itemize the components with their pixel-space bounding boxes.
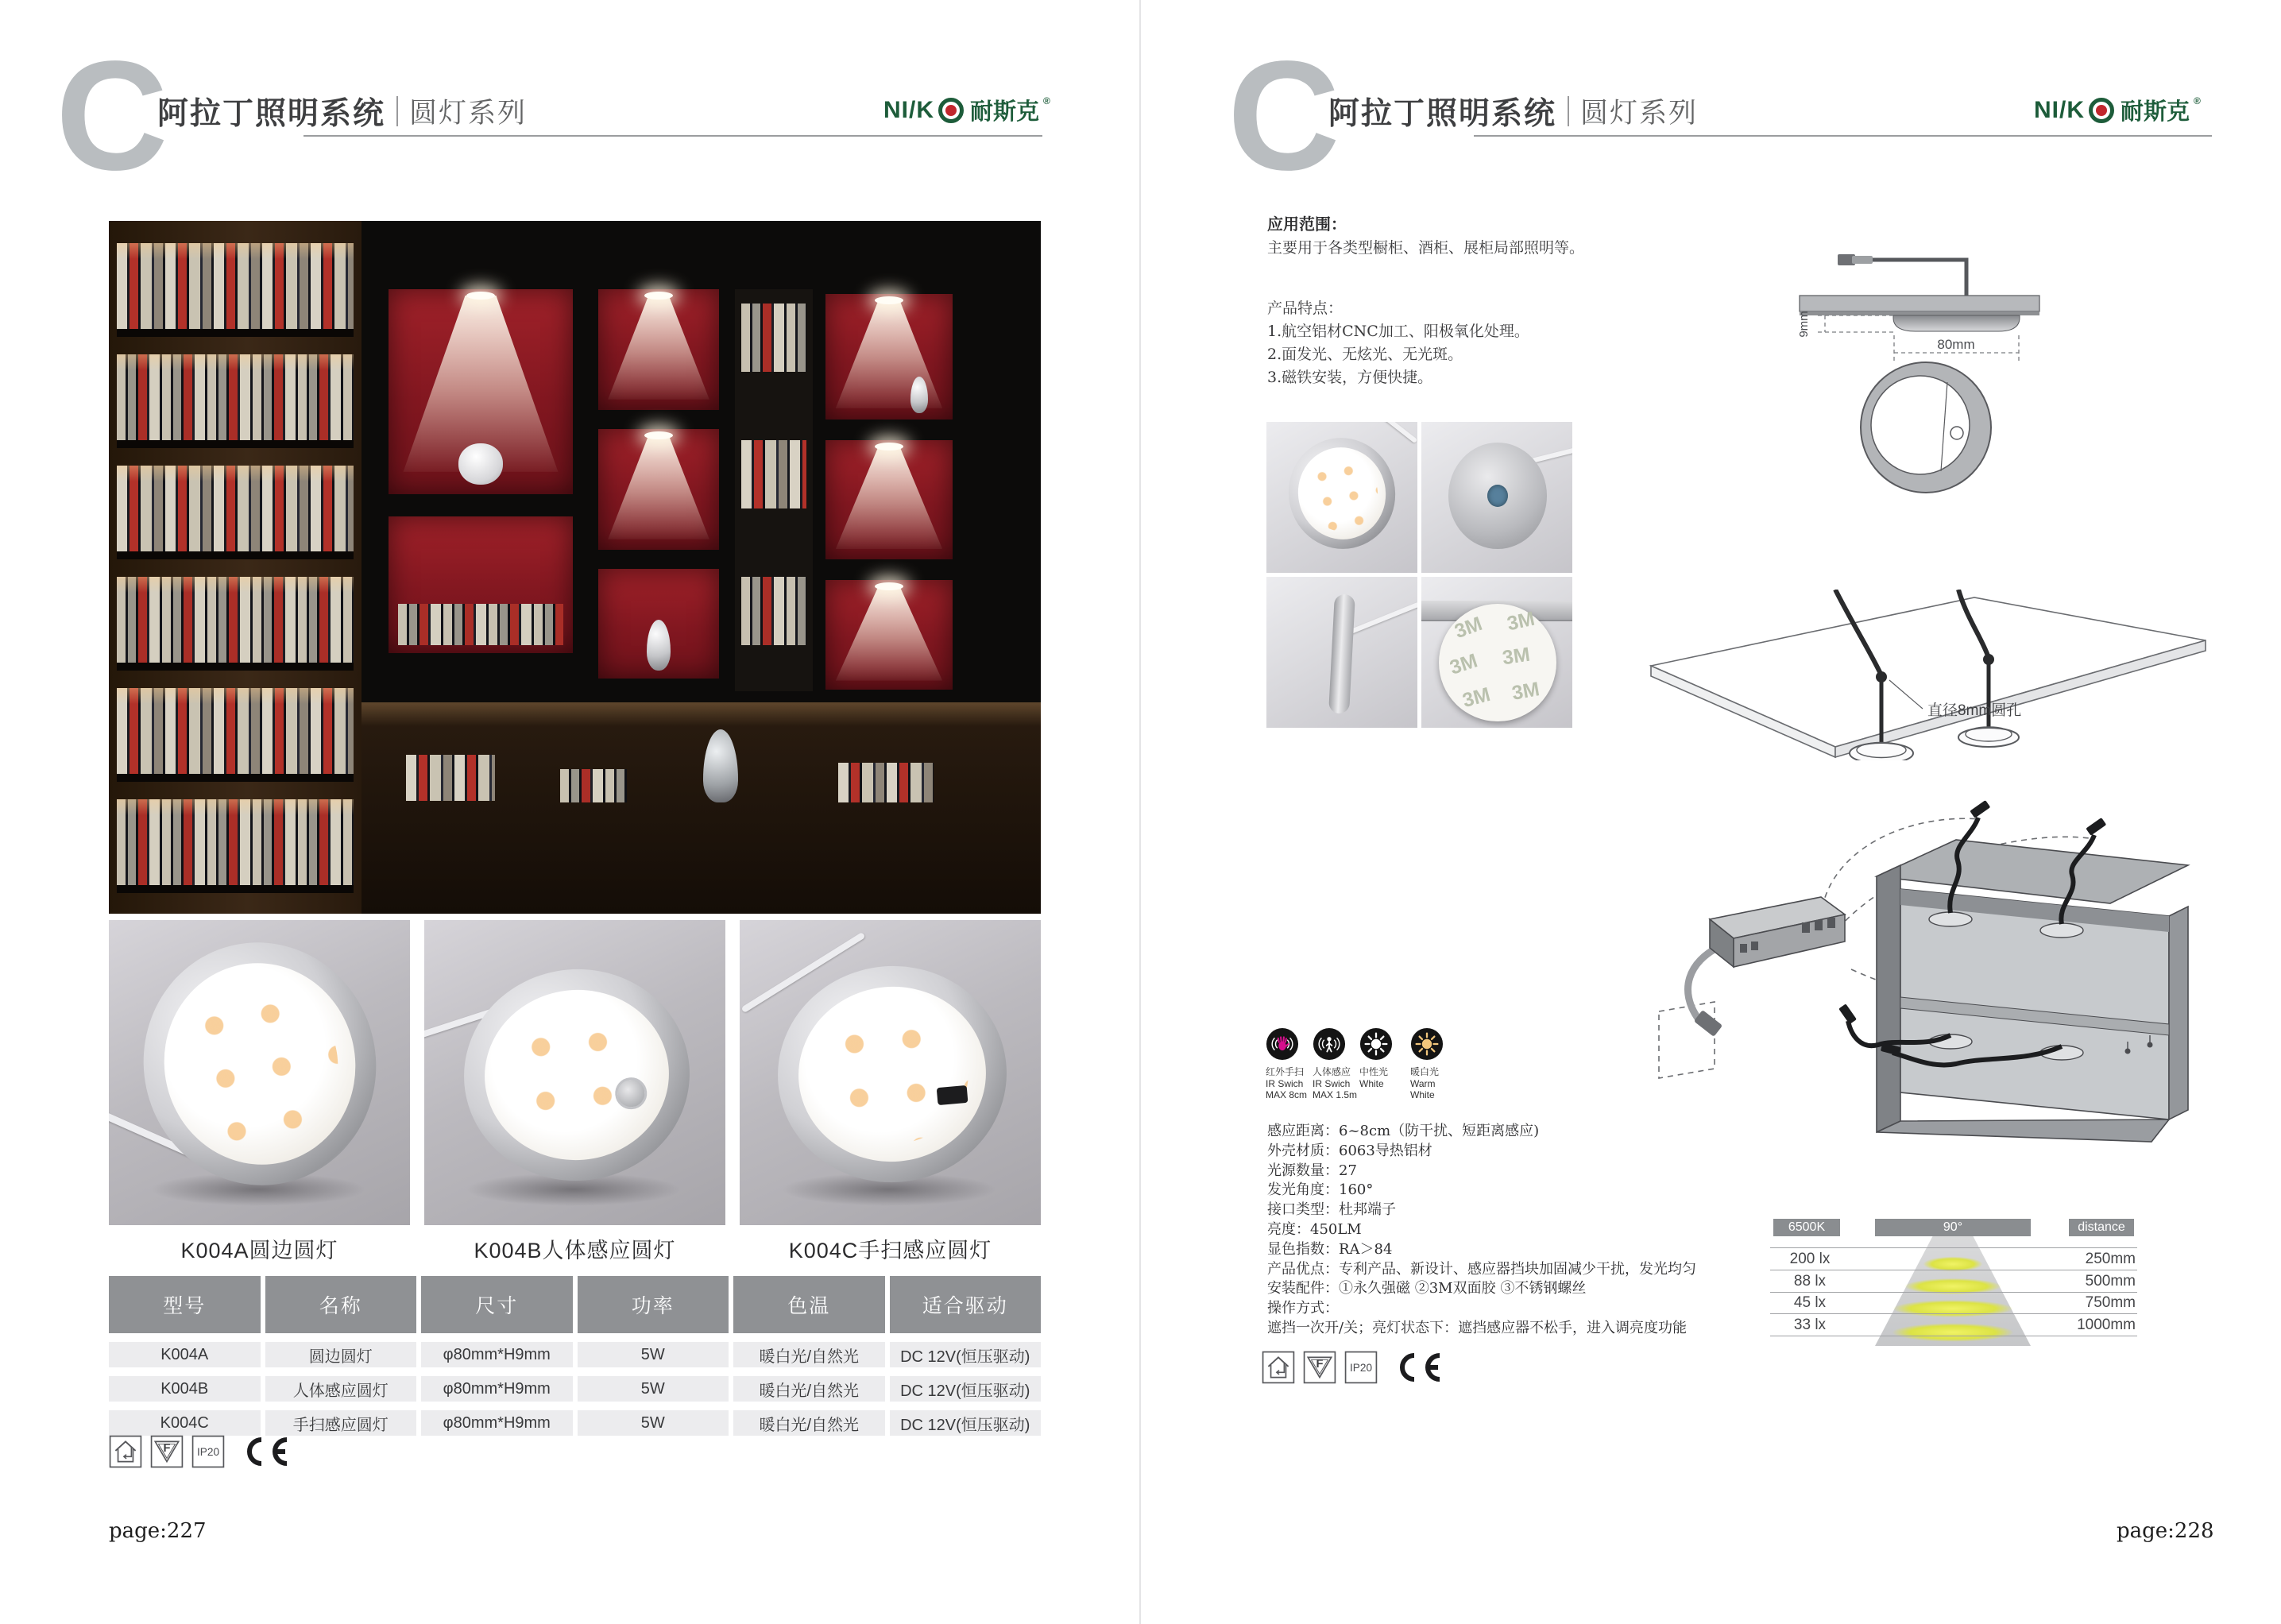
lamp-side xyxy=(1328,594,1355,713)
hero-counter xyxy=(361,702,1041,914)
brand-letters: NI/K xyxy=(2034,96,2085,123)
distance-value: 250mm xyxy=(2085,1251,2136,1267)
round-lamp xyxy=(769,957,1016,1192)
table-cell: 暖白光/自然光 xyxy=(733,1342,885,1367)
vase xyxy=(703,729,738,802)
display-cell xyxy=(598,569,719,679)
installation-diagram xyxy=(1613,783,2201,1156)
round-lamp xyxy=(455,960,698,1190)
adhesive-brand: 3M xyxy=(1459,682,1493,713)
display-cell xyxy=(825,580,953,690)
product-photo-grid xyxy=(1266,422,1572,728)
spec-line: 感应距离：6~8cm（防干扰、短距离感应) xyxy=(1267,1123,1540,1139)
adhesive-brand: 3M xyxy=(1505,607,1537,636)
panel-drill-diagram xyxy=(1637,590,2217,760)
round-lamp xyxy=(121,921,398,1207)
title-divider xyxy=(396,96,398,126)
led-array xyxy=(166,966,353,1162)
adhesive-brand: 3M xyxy=(1452,612,1486,644)
product-caption: K004B人体感应圆灯 xyxy=(474,1239,676,1262)
indoor-use-icon xyxy=(109,1435,142,1468)
page-title-sub: 圆灯系列 xyxy=(409,98,528,129)
section-letter-c: C xyxy=(1227,29,1340,203)
adhesive-disc xyxy=(1439,604,1556,721)
table-header: 色温 xyxy=(733,1276,885,1333)
feature-item: 3.磁铁安装，方便快捷。 xyxy=(1267,369,1433,386)
beam-spot xyxy=(1891,1276,2015,1297)
page-title-main: 阿拉丁照明系统 xyxy=(1328,97,1557,131)
beam-spot xyxy=(1875,1320,2031,1344)
table-header: 型号 xyxy=(109,1276,261,1333)
beam-spot xyxy=(1915,1255,1991,1274)
height-dim-label: 9mm xyxy=(1797,311,1811,338)
table-cell: K004C xyxy=(109,1410,261,1436)
table-cell: DC 12V(恒压驱动) xyxy=(890,1342,1042,1367)
mode-caption: 暖白光 Warm White xyxy=(1410,1066,1440,1100)
display-cell xyxy=(598,429,719,550)
table-cell: φ80mm*H9mm xyxy=(421,1376,573,1402)
ip-rating-label: IP20 xyxy=(196,1446,220,1459)
page-title-main: 阿拉丁照明系统 xyxy=(157,97,386,131)
photo-adhesive xyxy=(1421,577,1572,728)
brand-cn: 耐斯克 xyxy=(970,99,1040,125)
brand-logo xyxy=(883,94,1050,126)
table-cell: 暖白光/自然光 xyxy=(733,1376,885,1402)
mode-caption: 红外手扫 IR Swich MAX 8cm xyxy=(1266,1066,1308,1100)
ir-hand-sweep-icon xyxy=(1266,1027,1299,1061)
product-photo-k004b xyxy=(424,920,725,1225)
color-temp-header: 6500K xyxy=(1773,1219,1840,1236)
books xyxy=(398,604,563,645)
feature-item: 1.航空铝材CNC加工、阳极氧化处理。 xyxy=(1267,323,1529,340)
table-cell: DC 12V(恒压驱动) xyxy=(890,1376,1042,1402)
ornament xyxy=(647,620,671,671)
ip-rating-label: IP20 xyxy=(1349,1362,1373,1375)
header-rule xyxy=(1474,135,2212,137)
hole-size-label: 直径8mm圆孔 xyxy=(1927,702,2022,719)
f-mark-icon xyxy=(1303,1351,1336,1384)
lux-value: 45 lx xyxy=(1793,1294,1827,1311)
top-view-ring-diagram xyxy=(1858,359,1994,496)
hero-photo xyxy=(109,221,1041,914)
spec-line: 安装配件：①永久强磁 ②3M双面胶 ③不锈钢螺丝 xyxy=(1267,1280,1587,1297)
table-cell: 5W xyxy=(578,1410,729,1436)
page-title xyxy=(1328,89,1698,133)
beam-angle-header: 90° xyxy=(1875,1219,2031,1236)
page-title xyxy=(157,89,527,133)
mode-caption: 人体感应 IR Swich MAX 1.5m xyxy=(1313,1066,1358,1100)
brand-o-icon xyxy=(2089,98,2114,123)
wire-hole xyxy=(1487,485,1508,507)
f-mark-label: F xyxy=(1316,1358,1324,1371)
mode-caption: 中性光 White xyxy=(1359,1066,1389,1089)
table-cell: 5W xyxy=(578,1376,729,1402)
application-block xyxy=(1267,213,1744,389)
table-header: 名称 xyxy=(265,1276,417,1333)
distance-value: 750mm xyxy=(2085,1294,2136,1311)
white-light-icon xyxy=(1359,1027,1393,1061)
ce-mark-icon xyxy=(1392,1351,1444,1384)
f-mark-icon xyxy=(150,1435,184,1468)
ornament xyxy=(458,443,503,485)
product-caption: K004A圆边圆灯 xyxy=(180,1239,338,1262)
table-cell: 圆边圆灯 xyxy=(265,1342,417,1367)
lux-value: 88 lx xyxy=(1793,1273,1827,1290)
header-rule xyxy=(303,135,1042,137)
brand-o-icon xyxy=(938,98,964,123)
spec-line: 外壳材质：6063导热铝材 xyxy=(1267,1142,1432,1159)
feature-item: 2.面发光、无炫光、无光斑。 xyxy=(1267,346,1463,363)
distance-header: distance xyxy=(2069,1219,2134,1236)
photometric-chart xyxy=(1770,1217,2137,1349)
table-cell: 暖白光/自然光 xyxy=(733,1410,885,1436)
hero-book-column xyxy=(735,289,813,691)
table-cell: 人体感应圆灯 xyxy=(265,1376,417,1402)
ce-mark-icon xyxy=(239,1435,292,1468)
spec-line: 产品优点：专利产品、新设计、感应器挡块加固减少干扰，发光均匀 xyxy=(1267,1260,1696,1278)
spec-list xyxy=(1267,1122,1760,1339)
brand-reg: ® xyxy=(1043,95,1050,106)
table-cell: K004A xyxy=(109,1342,261,1367)
ip20-icon xyxy=(191,1435,225,1468)
lux-value: 200 lx xyxy=(1789,1251,1831,1267)
page-number: page:227 xyxy=(109,1519,207,1543)
lux-value: 33 lx xyxy=(1793,1317,1827,1333)
photo-front xyxy=(1266,422,1417,573)
distance-value: 1000mm xyxy=(2077,1317,2136,1333)
photo-side xyxy=(1266,577,1417,728)
table-cell: 手扫感应圆灯 xyxy=(265,1410,417,1436)
table-cell: 5W xyxy=(578,1342,729,1367)
body-sensor-icon xyxy=(1313,1027,1346,1061)
display-cell xyxy=(389,289,573,494)
product-photo-k004c xyxy=(740,920,1041,1225)
spec-line: 操作方式： xyxy=(1267,1300,1339,1317)
product-caption: K004C手扫感应圆灯 xyxy=(788,1239,992,1262)
brand-cn: 耐斯克 xyxy=(2121,99,2190,125)
puck-light xyxy=(466,292,495,300)
table-header: 功率 xyxy=(578,1276,729,1333)
distance-value: 500mm xyxy=(2085,1273,2136,1290)
section-letter-c: C xyxy=(56,29,168,203)
spec-line: 遮挡一次开/关；亮灯状态下：遮挡感应器不松手，进入调亮度功能 xyxy=(1267,1319,1688,1336)
photo-back xyxy=(1421,422,1572,573)
brand-reg: ® xyxy=(2194,95,2201,106)
spec-table xyxy=(109,1276,1041,1436)
spec-line: 亮度：450LM xyxy=(1267,1220,1362,1238)
table-cell: φ80mm*H9mm xyxy=(421,1410,573,1436)
spec-line: 发光角度：160° xyxy=(1267,1181,1374,1199)
application-body: 主要用于各类型橱柜、酒柜、展柜局部照明等。 xyxy=(1267,239,1585,257)
table-cell: DC 12V(恒压驱动) xyxy=(890,1410,1042,1436)
display-cell xyxy=(825,294,953,420)
page-number: page:228 xyxy=(2117,1519,2214,1543)
touch-switch xyxy=(937,1085,968,1105)
beam-spot xyxy=(1876,1297,2030,1320)
mode-icons xyxy=(1266,1027,1488,1123)
spec-line: 显色指数：RA＞84 xyxy=(1267,1240,1393,1258)
page-divider xyxy=(1139,0,1141,1624)
table-header: 尺寸 xyxy=(421,1276,573,1333)
table-header: 适合驱动 xyxy=(890,1276,1042,1333)
lamp-back xyxy=(1448,443,1547,549)
indoor-use-icon xyxy=(1262,1351,1295,1384)
table-cell: φ80mm*H9mm xyxy=(421,1342,573,1367)
certification-icons xyxy=(1262,1351,1444,1384)
brand-logo xyxy=(2034,94,2201,126)
f-mark-label: F xyxy=(163,1442,171,1455)
ip20-icon xyxy=(1344,1351,1378,1384)
display-cell xyxy=(389,516,573,653)
diameter-dim-label: 80mm xyxy=(1937,337,1975,352)
hero-bookcase xyxy=(109,221,361,914)
product-photo-k004a xyxy=(109,920,410,1225)
table-cell: K004B xyxy=(109,1376,261,1402)
brand-letters: NI/K xyxy=(883,96,934,123)
dimension-diagram xyxy=(1768,235,2042,369)
warm-white-light-icon xyxy=(1410,1027,1444,1061)
adhesive-brand: 3M xyxy=(1447,649,1481,679)
application-title: 应用范围： xyxy=(1267,216,1347,234)
spec-line: 光源数量：27 xyxy=(1267,1162,1357,1179)
display-cell xyxy=(825,440,953,559)
adhesive-brand: 3M xyxy=(1510,678,1541,705)
features-title: 产品特点： xyxy=(1267,300,1343,317)
adhesive-brand: 3M xyxy=(1501,643,1532,670)
certification-icons xyxy=(109,1435,292,1468)
title-divider xyxy=(1568,96,1569,126)
page-title-sub: 圆灯系列 xyxy=(1580,98,1699,129)
display-cell xyxy=(598,289,719,410)
spec-line: 接口类型：杜邦端子 xyxy=(1267,1201,1396,1219)
